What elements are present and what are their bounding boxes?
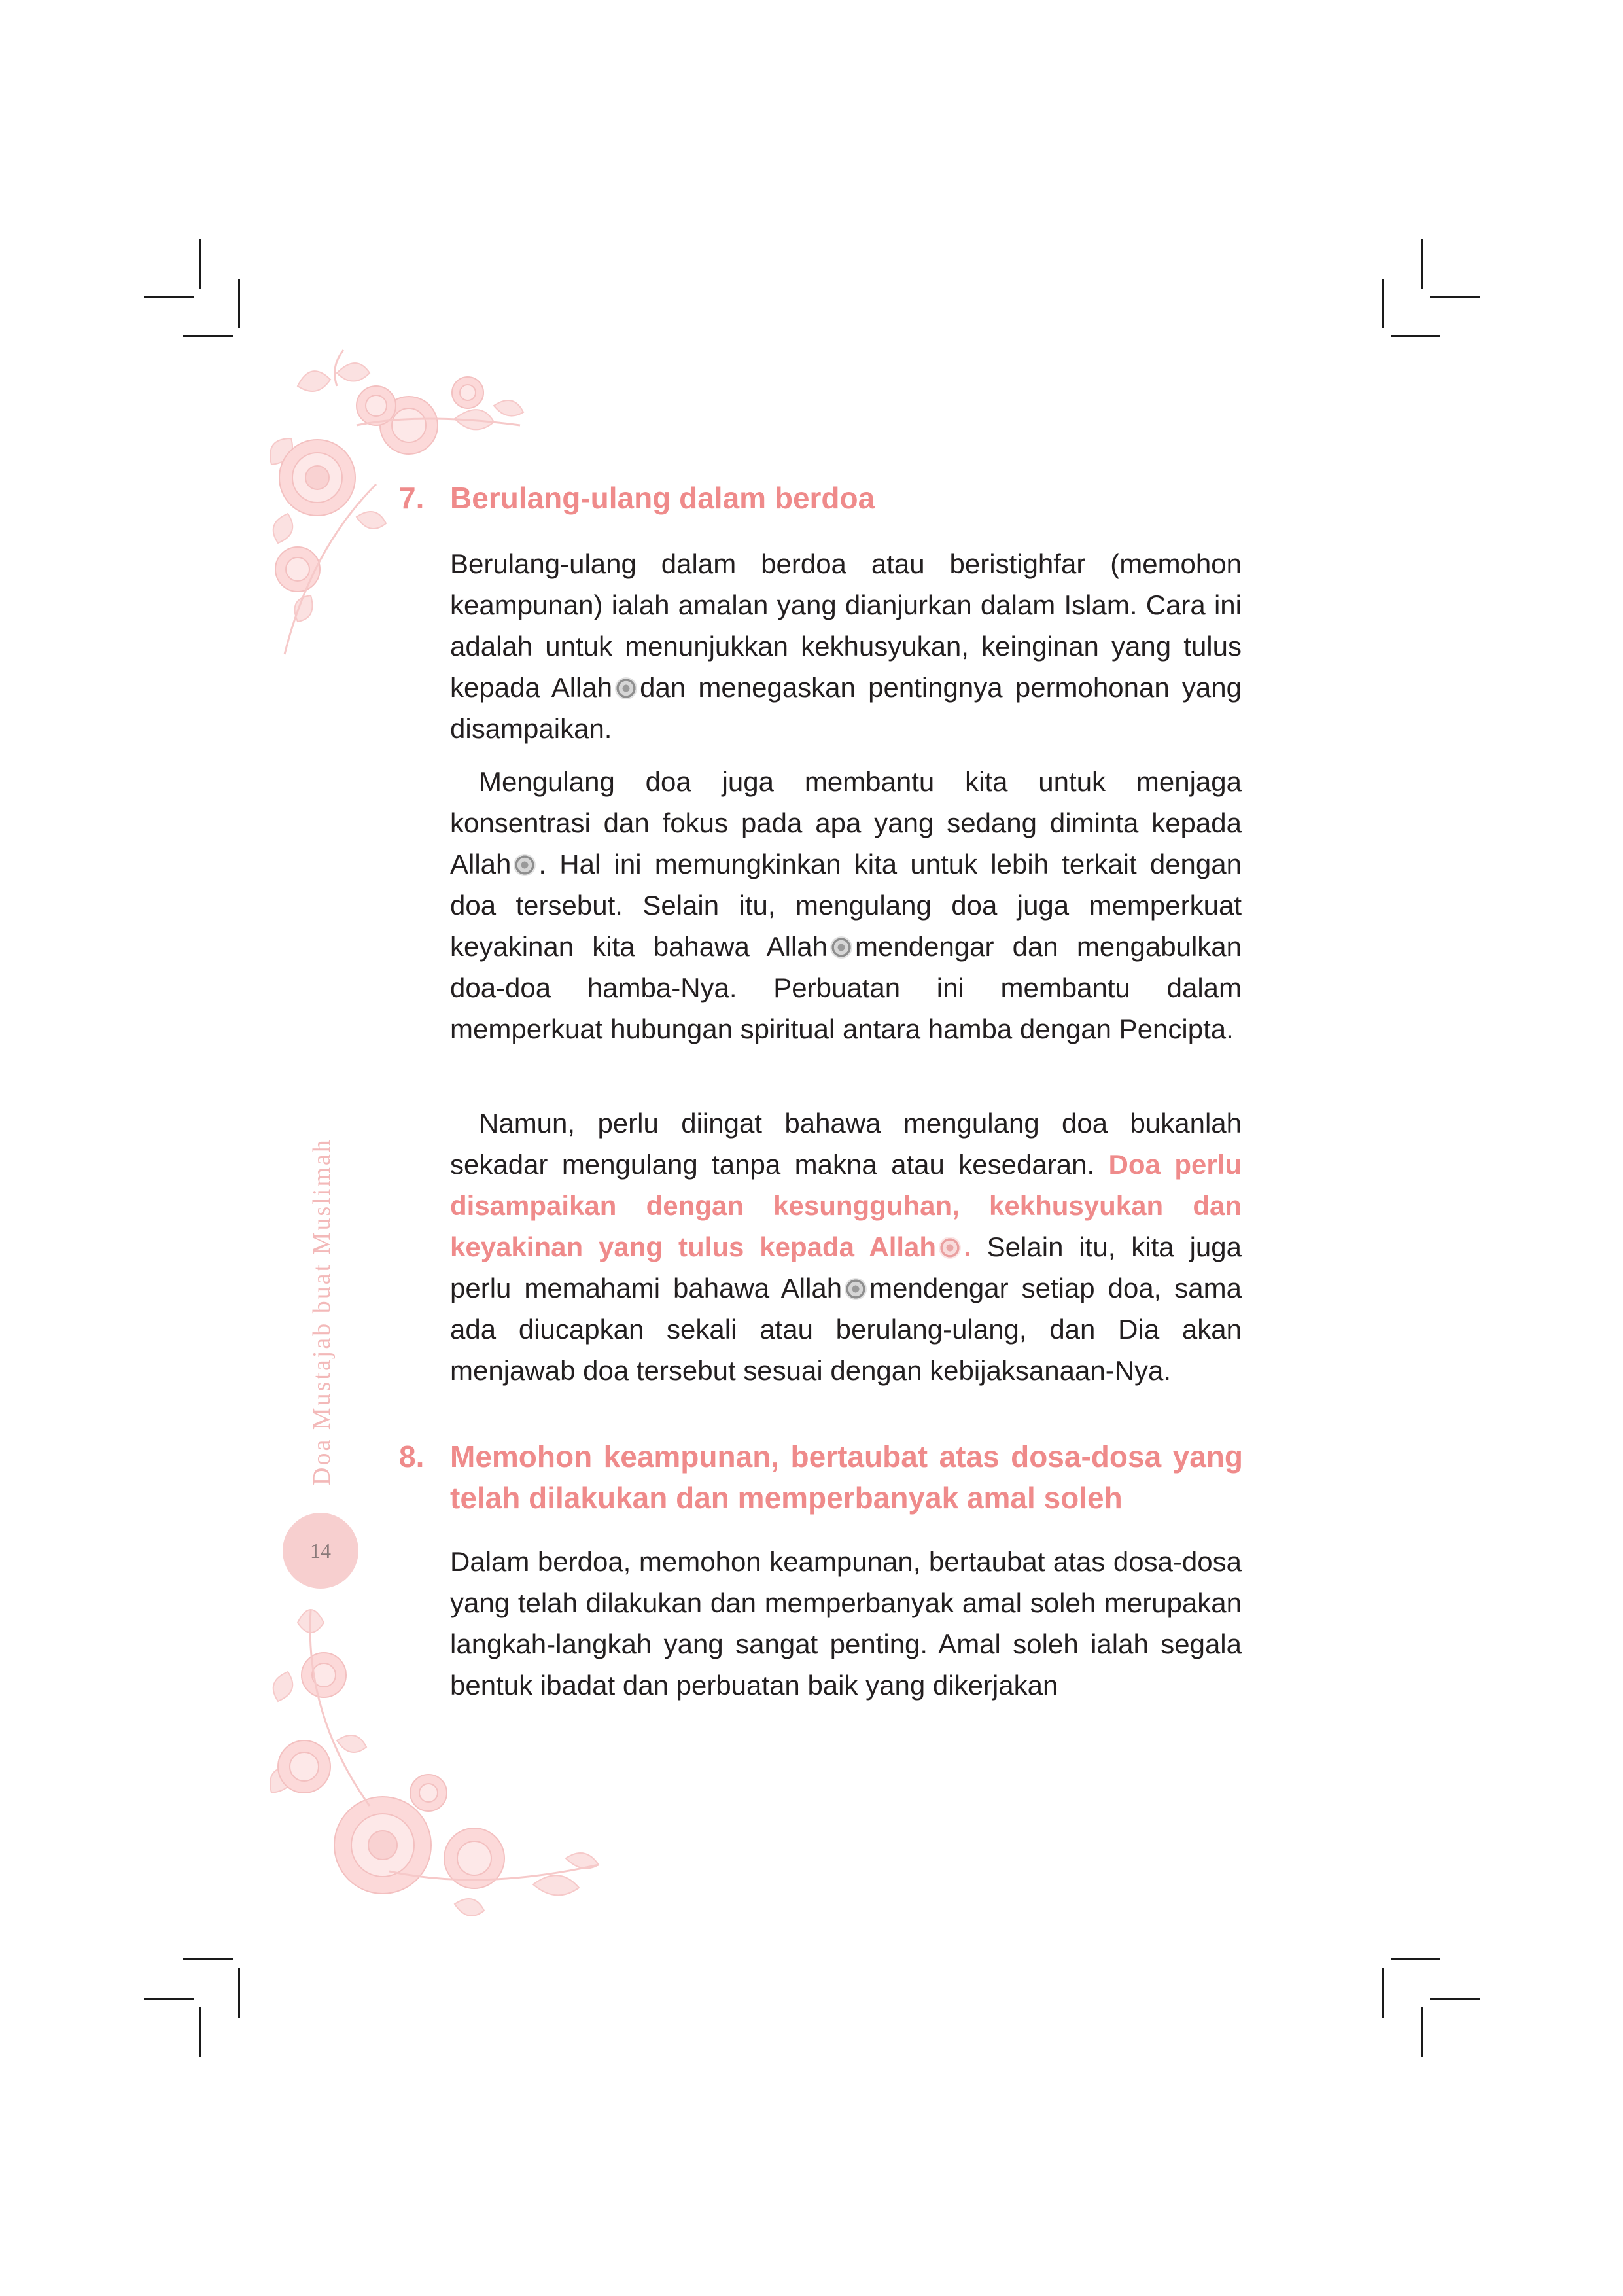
paragraph [450,1541,1242,1706]
text-run: Namun, perlu diingat bahawa mengulang doa bukanlah sekadar mengulang tanpa makna atau kesedaran. [450,1108,1242,1180]
section-number: 7. [399,481,425,515]
paragraph [450,1103,1242,1391]
section-8-heading [399,1436,1243,1519]
crop-mark [1382,1968,1384,2018]
highlighted-text: Doa perlu disampaikan dengan kesungguhan, kekhusyukan dan keyakinan yang tulus kepada Allah [450,1149,1242,1262]
text-run: Berulang-ulang dalam berdoa atau beristighfar (memohon keampunan) ialah amalan yang dianjurkan dalam Islam. Cara ini adalah untuk menunjukkan kekhusyukan, keinginan yang tulus kepada Allah [450,548,1242,703]
text-run: mendengar dan mengabulkan doa-doa hamba-Nya. Perbuatan ini membantu dalam memperkuat hubungan spiritual antara hamba dengan Pencipta. [450,931,1242,1044]
crop-mark [238,279,240,328]
section-7-heading [399,478,1243,519]
text-run: Selain itu, kita juga perlu memahami bahawa Allah [450,1231,1242,1303]
honorific-icon [514,854,536,876]
crop-mark [1421,239,1423,289]
text-run: Dalam berdoa, memohon keampunan, bertaubat atas dosa-dosa yang telah dilakukan dan memperbanyak amal soleh merupakan langkah-langkah yang sangat penting. Amal soleh ialah segala bentuk ibadat dan perbuatan baik yang dikerjakan [450,1546,1242,1701]
crop-mark [1391,1958,1440,1960]
crop-mark [183,335,233,337]
crop-mark [144,296,194,298]
crop-mark [199,239,201,289]
text-run: dan menegaskan pentingnya permohonan yang disampaikan. [450,672,1242,744]
crop-mark [238,1968,240,2018]
crop-mark [1430,296,1480,298]
highlighted-text: . [964,1231,971,1262]
crop-mark [183,1958,233,1960]
honorific-icon [845,1278,867,1300]
section-title: Berulang-ulang dalam berdoa [450,481,875,515]
crop-mark [1382,279,1384,328]
page-number: 14 [310,1538,331,1563]
crop-mark [1391,335,1440,337]
honorific-icon [615,677,637,699]
text-run: . Hal ini memungkinkan kita untuk lebih terkait dengan doa tersebut. Selain itu, mengulang doa juga memperkuat keyakinan kita bahawa Allah [450,849,1242,962]
section-number: 8. [399,1439,425,1474]
crop-mark [199,2007,201,2057]
crop-mark [1421,2007,1423,2057]
honorific-icon [939,1237,961,1259]
page-number-badge [283,1513,358,1589]
text-run: mendengar setiap doa, sama ada diucapkan sekali atau berulang-ulang, dan Dia akan menjawab doa tersebut sesuai dengan kebijaksanaan-Nya. [450,1273,1242,1386]
running-title: Doa Mustajab buat Muslimah [308,1138,336,1485]
paragraph [450,543,1242,749]
section-title: Memohon keampunan, bertaubat atas dosa-dosa yang telah dilakukan dan memperbanyak amal soleh [450,1439,1243,1515]
crop-mark [144,1998,194,2000]
crop-mark [1430,1998,1480,2000]
text-run: Mengulang doa juga membantu kita untuk menjaga konsentrasi dan fokus pada apa yang sedang diminta kepada Allah [450,766,1242,879]
paragraph [450,761,1242,1050]
honorific-icon [830,936,852,959]
